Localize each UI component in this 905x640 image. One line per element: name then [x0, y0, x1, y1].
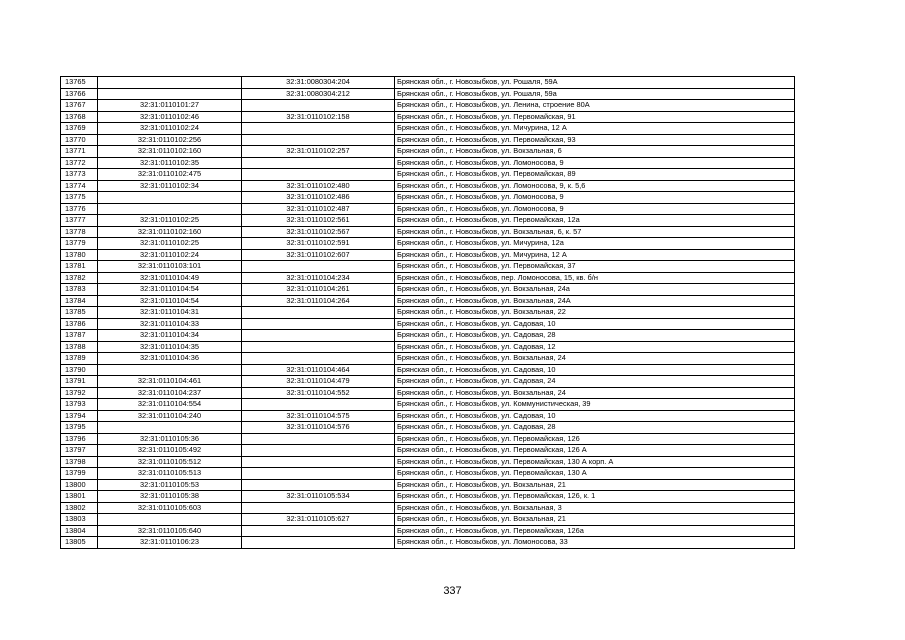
- cadastral-number-cell: 32:31:0110105:640: [98, 525, 242, 537]
- cadastral-number-cell: 32:31:0110106:23: [98, 537, 242, 549]
- address-cell: Брянская обл., г. Новозыбков, ул. Садовая, 28: [395, 330, 795, 342]
- cadastral-number-cell: 32:31:0110102:46: [98, 111, 242, 123]
- record-number-cell: 13767: [61, 100, 98, 112]
- linked-cadastral-number-cell: [242, 318, 395, 330]
- table-row: [61, 111, 795, 123]
- cadastral-number-cell: 32:31:0110102:475: [98, 169, 242, 181]
- table-row: [61, 387, 795, 399]
- table-row: [61, 491, 795, 503]
- linked-cadastral-number-cell: [242, 456, 395, 468]
- cadastral-number-cell: 32:31:0110104:31: [98, 307, 242, 319]
- address-cell: Брянская обл., г. Новозыбков, ул. Мичурина, 12 А: [395, 249, 795, 261]
- address-cell: Брянская обл., г. Новозыбков, ул. Садовая, 24: [395, 376, 795, 388]
- record-number-cell: 13803: [61, 514, 98, 526]
- address-cell: Брянская обл., г. Новозыбков, ул. Ломоносова, 33: [395, 537, 795, 549]
- table-row: [61, 468, 795, 480]
- record-number-cell: 13790: [61, 364, 98, 376]
- address-cell: Брянская обл., г. Новозыбков, ул. Садовая, 28: [395, 422, 795, 434]
- table-row: [61, 502, 795, 514]
- record-number-cell: 13796: [61, 433, 98, 445]
- cadastral-number-cell: 32:31:0110105:603: [98, 502, 242, 514]
- table-row: [61, 88, 795, 100]
- linked-cadastral-number-cell: 32:31:0110105:534: [242, 491, 395, 503]
- cadastral-number-cell: [98, 203, 242, 215]
- cadastral-number-cell: [98, 422, 242, 434]
- address-cell: Брянская обл., г. Новозыбков, ул. Первомайская, 91: [395, 111, 795, 123]
- address-cell: Брянская обл., г. Новозыбков, ул. Садовая, 10: [395, 364, 795, 376]
- linked-cadastral-number-cell: [242, 341, 395, 353]
- linked-cadastral-number-cell: 32:31:0110104:464: [242, 364, 395, 376]
- record-number-cell: 13785: [61, 307, 98, 319]
- record-number-cell: 13771: [61, 146, 98, 158]
- linked-cadastral-number-cell: 32:31:0110104:575: [242, 410, 395, 422]
- linked-cadastral-number-cell: 32:31:0110102:486: [242, 192, 395, 204]
- cadastral-number-cell: 32:31:0110102:24: [98, 249, 242, 261]
- cadastral-number-cell: 32:31:0110102:160: [98, 146, 242, 158]
- linked-cadastral-number-cell: [242, 134, 395, 146]
- cadastral-number-cell: 32:31:0110104:36: [98, 353, 242, 365]
- linked-cadastral-number-cell: [242, 445, 395, 457]
- record-number-cell: 13765: [61, 77, 98, 89]
- cadastral-number-cell: 32:31:0110105:512: [98, 456, 242, 468]
- table-row: [61, 249, 795, 261]
- table-row: [61, 272, 795, 284]
- table-row: [61, 456, 795, 468]
- linked-cadastral-number-cell: 32:31:0110102:591: [242, 238, 395, 250]
- table-row: [61, 433, 795, 445]
- linked-cadastral-number-cell: [242, 157, 395, 169]
- table-row: [61, 537, 795, 549]
- record-number-cell: 13786: [61, 318, 98, 330]
- cadastral-number-cell: 32:31:0110105:36: [98, 433, 242, 445]
- table-row: [61, 238, 795, 250]
- address-cell: Брянская обл., г. Новозыбков, ул. Первомайская, 126 А: [395, 445, 795, 457]
- table-row: [61, 192, 795, 204]
- record-number-cell: 13772: [61, 157, 98, 169]
- address-cell: Брянская обл., г. Новозыбков, ул. Вокзальная, 24: [395, 353, 795, 365]
- address-cell: Брянская обл., г. Новозыбков, ул. Первомайская, 126: [395, 433, 795, 445]
- linked-cadastral-number-cell: [242, 100, 395, 112]
- address-cell: Брянская обл., г. Новозыбков, ул. Первомайская, 89: [395, 169, 795, 181]
- address-cell: Брянская обл., г. Новозыбков, ул. Вокзальная, 24: [395, 387, 795, 399]
- linked-cadastral-number-cell: [242, 479, 395, 491]
- address-cell: Брянская обл., г. Новозыбков, ул. Садовая, 12: [395, 341, 795, 353]
- table-row: [61, 341, 795, 353]
- table-row: [61, 180, 795, 192]
- linked-cadastral-number-cell: 32:31:0110104:552: [242, 387, 395, 399]
- cadastral-number-cell: [98, 88, 242, 100]
- linked-cadastral-number-cell: 32:31:0110102:257: [242, 146, 395, 158]
- record-number-cell: 13774: [61, 180, 98, 192]
- record-number-cell: 13788: [61, 341, 98, 353]
- cadastral-number-cell: 32:31:0110102:24: [98, 123, 242, 135]
- cadastral-number-cell: 32:31:0110102:25: [98, 238, 242, 250]
- cadastral-number-cell: 32:31:0110102:34: [98, 180, 242, 192]
- record-number-cell: 13789: [61, 353, 98, 365]
- table-row: [61, 134, 795, 146]
- table-row: [61, 410, 795, 422]
- linked-cadastral-number-cell: [242, 433, 395, 445]
- table-row: [61, 203, 795, 215]
- linked-cadastral-number-cell: [242, 169, 395, 181]
- address-cell: Брянская обл., г. Новозыбков, ул. Ленина, строение 80А: [395, 100, 795, 112]
- address-cell: Брянская обл., г. Новозыбков, ул. Первомайская, 12а: [395, 215, 795, 227]
- linked-cadastral-number-cell: 32:31:0110104:261: [242, 284, 395, 296]
- cadastral-number-cell: 32:31:0110104:54: [98, 295, 242, 307]
- linked-cadastral-number-cell: 32:31:0080304:212: [242, 88, 395, 100]
- cadastral-number-cell: 32:31:0110102:160: [98, 226, 242, 238]
- linked-cadastral-number-cell: 32:31:0110102:567: [242, 226, 395, 238]
- address-cell: Брянская обл., г. Новозыбков, ул. Садовая, 10: [395, 410, 795, 422]
- linked-cadastral-number-cell: 32:31:0110104:234: [242, 272, 395, 284]
- table-row: [61, 330, 795, 342]
- record-number-cell: 13805: [61, 537, 98, 549]
- cadastral-number-cell: 32:31:0110104:49: [98, 272, 242, 284]
- record-number-cell: 13799: [61, 468, 98, 480]
- table-row: [61, 284, 795, 296]
- linked-cadastral-number-cell: [242, 502, 395, 514]
- linked-cadastral-number-cell: 32:31:0110102:480: [242, 180, 395, 192]
- linked-cadastral-number-cell: [242, 399, 395, 411]
- property-register-table: [60, 76, 795, 549]
- record-number-cell: 13802: [61, 502, 98, 514]
- address-cell: Брянская обл., г. Новозыбков, ул. Вокзальная, 22: [395, 307, 795, 319]
- record-number-cell: 13801: [61, 491, 98, 503]
- address-cell: Брянская обл., г. Новозыбков, ул. Первомайская, 126, к. 1: [395, 491, 795, 503]
- table-row: [61, 399, 795, 411]
- record-number-cell: 13792: [61, 387, 98, 399]
- cadastral-number-cell: 32:31:0110102:25: [98, 215, 242, 227]
- address-cell: Брянская обл., г. Новозыбков, ул. Рошаля, 59А: [395, 77, 795, 89]
- cadastral-number-cell: [98, 514, 242, 526]
- address-cell: Брянская обл., г. Новозыбков, ул. Вокзальная, 21: [395, 479, 795, 491]
- record-number-cell: 13775: [61, 192, 98, 204]
- linked-cadastral-number-cell: [242, 307, 395, 319]
- linked-cadastral-number-cell: 32:31:0110105:627: [242, 514, 395, 526]
- address-cell: Брянская обл., г. Новозыбков, ул. Садовая, 10: [395, 318, 795, 330]
- record-number-cell: 13766: [61, 88, 98, 100]
- cadastral-number-cell: 32:31:0110104:34: [98, 330, 242, 342]
- cadastral-number-cell: 32:31:0110102:35: [98, 157, 242, 169]
- register-table-body: [61, 77, 795, 549]
- record-number-cell: 13777: [61, 215, 98, 227]
- table-row: [61, 295, 795, 307]
- address-cell: Брянская обл., г. Новозыбков, ул. Первомайская, 37: [395, 261, 795, 273]
- linked-cadastral-number-cell: [242, 468, 395, 480]
- linked-cadastral-number-cell: [242, 525, 395, 537]
- linked-cadastral-number-cell: [242, 353, 395, 365]
- record-number-cell: 13798: [61, 456, 98, 468]
- table-row: [61, 100, 795, 112]
- linked-cadastral-number-cell: 32:31:0110104:264: [242, 295, 395, 307]
- record-number-cell: 13780: [61, 249, 98, 261]
- address-cell: Брянская обл., г. Новозыбков, ул. Вокзальная, 24А: [395, 295, 795, 307]
- record-number-cell: 13769: [61, 123, 98, 135]
- table-row: [61, 514, 795, 526]
- record-number-cell: 13768: [61, 111, 98, 123]
- cadastral-number-cell: 32:31:0110104:554: [98, 399, 242, 411]
- table-row: [61, 525, 795, 537]
- address-cell: Брянская обл., г. Новозыбков, ул. Первомайская, 93: [395, 134, 795, 146]
- cadastral-number-cell: [98, 364, 242, 376]
- cadastral-number-cell: 32:31:0110103:101: [98, 261, 242, 273]
- cadastral-number-cell: [98, 192, 242, 204]
- table-row: [61, 479, 795, 491]
- record-number-cell: 13781: [61, 261, 98, 273]
- record-number-cell: 13770: [61, 134, 98, 146]
- record-number-cell: 13783: [61, 284, 98, 296]
- record-number-cell: 13800: [61, 479, 98, 491]
- linked-cadastral-number-cell: [242, 123, 395, 135]
- address-cell: Брянская обл., г. Новозыбков, ул. Ломоносова, 9: [395, 192, 795, 204]
- record-number-cell: 13779: [61, 238, 98, 250]
- cadastral-number-cell: 32:31:0110104:237: [98, 387, 242, 399]
- linked-cadastral-number-cell: [242, 537, 395, 549]
- address-cell: Брянская обл., г. Новозыбков, ул. Первомайская, 126а: [395, 525, 795, 537]
- table-row: [61, 226, 795, 238]
- cadastral-number-cell: 32:31:0110102:256: [98, 134, 242, 146]
- record-number-cell: 13784: [61, 295, 98, 307]
- linked-cadastral-number-cell: [242, 330, 395, 342]
- record-number-cell: 13793: [61, 399, 98, 411]
- cadastral-number-cell: 32:31:0110104:461: [98, 376, 242, 388]
- table-row: [61, 169, 795, 181]
- page-number: 337: [443, 585, 462, 597]
- cadastral-number-cell: 32:31:0110104:54: [98, 284, 242, 296]
- table-row: [61, 318, 795, 330]
- record-number-cell: 13795: [61, 422, 98, 434]
- address-cell: Брянская обл., г. Новозыбков, ул. Ломоносова, 9, к. 5,6: [395, 180, 795, 192]
- table-row: [61, 445, 795, 457]
- address-cell: Брянская обл., г. Новозыбков, ул. Мичурина, 12 А: [395, 123, 795, 135]
- record-number-cell: 13778: [61, 226, 98, 238]
- cadastral-number-cell: [98, 77, 242, 89]
- address-cell: Брянская обл., г. Новозыбков, ул. Коммунистическая, 39: [395, 399, 795, 411]
- linked-cadastral-number-cell: 32:31:0110102:158: [242, 111, 395, 123]
- record-number-cell: 13797: [61, 445, 98, 457]
- linked-cadastral-number-cell: [242, 261, 395, 273]
- linked-cadastral-number-cell: 32:31:0110102:487: [242, 203, 395, 215]
- address-cell: Брянская обл., г. Новозыбков, пер. Ломоносова, 15, кв. б/н: [395, 272, 795, 284]
- table-row: [61, 422, 795, 434]
- table-row: [61, 307, 795, 319]
- address-cell: Брянская обл., г. Новозыбков, ул. Мичурина, 12а: [395, 238, 795, 250]
- table-row: [61, 376, 795, 388]
- linked-cadastral-number-cell: 32:31:0080304:204: [242, 77, 395, 89]
- table-row: [61, 77, 795, 89]
- cadastral-number-cell: 32:31:0110104:35: [98, 341, 242, 353]
- cadastral-number-cell: 32:31:0110104:33: [98, 318, 242, 330]
- address-cell: Брянская обл., г. Новозыбков, ул. Вокзальная, 24а: [395, 284, 795, 296]
- table-row: [61, 364, 795, 376]
- record-number-cell: 13794: [61, 410, 98, 422]
- table-row: [61, 146, 795, 158]
- address-cell: Брянская обл., г. Новозыбков, ул. Ломоносова, 9: [395, 203, 795, 215]
- cadastral-number-cell: 32:31:0110105:513: [98, 468, 242, 480]
- address-cell: Брянская обл., г. Новозыбков, ул. Ломоносова, 9: [395, 157, 795, 169]
- record-number-cell: 13782: [61, 272, 98, 284]
- cadastral-number-cell: 32:31:0110105:38: [98, 491, 242, 503]
- table-row: [61, 215, 795, 227]
- record-number-cell: 13773: [61, 169, 98, 181]
- linked-cadastral-number-cell: 32:31:0110104:576: [242, 422, 395, 434]
- address-cell: Брянская обл., г. Новозыбков, ул. Рошаля, 59а: [395, 88, 795, 100]
- record-number-cell: 13804: [61, 525, 98, 537]
- record-number-cell: 13787: [61, 330, 98, 342]
- table-row: [61, 123, 795, 135]
- record-number-cell: 13791: [61, 376, 98, 388]
- linked-cadastral-number-cell: 32:31:0110102:607: [242, 249, 395, 261]
- cadastral-number-cell: 32:31:0110105:53: [98, 479, 242, 491]
- address-cell: Брянская обл., г. Новозыбков, ул. Вокзальная, 3: [395, 502, 795, 514]
- address-cell: Брянская обл., г. Новозыбков, ул. Первомайская, 130 А корп. А: [395, 456, 795, 468]
- address-cell: Брянская обл., г. Новозыбков, ул. Первомайская, 130 А: [395, 468, 795, 480]
- table-row: [61, 157, 795, 169]
- cadastral-number-cell: 32:31:0110104:240: [98, 410, 242, 422]
- address-cell: Брянская обл., г. Новозыбков, ул. Вокзальная, 6: [395, 146, 795, 158]
- cadastral-number-cell: 32:31:0110101:27: [98, 100, 242, 112]
- table-row: [61, 353, 795, 365]
- cadastral-number-cell: 32:31:0110105:492: [98, 445, 242, 457]
- linked-cadastral-number-cell: 32:31:0110104:479: [242, 376, 395, 388]
- table-row: [61, 261, 795, 273]
- linked-cadastral-number-cell: 32:31:0110102:561: [242, 215, 395, 227]
- address-cell: Брянская обл., г. Новозыбков, ул. Вокзальная, 6, к. 57: [395, 226, 795, 238]
- address-cell: Брянская обл., г. Новозыбков, ул. Вокзальная, 21: [395, 514, 795, 526]
- record-number-cell: 13776: [61, 203, 98, 215]
